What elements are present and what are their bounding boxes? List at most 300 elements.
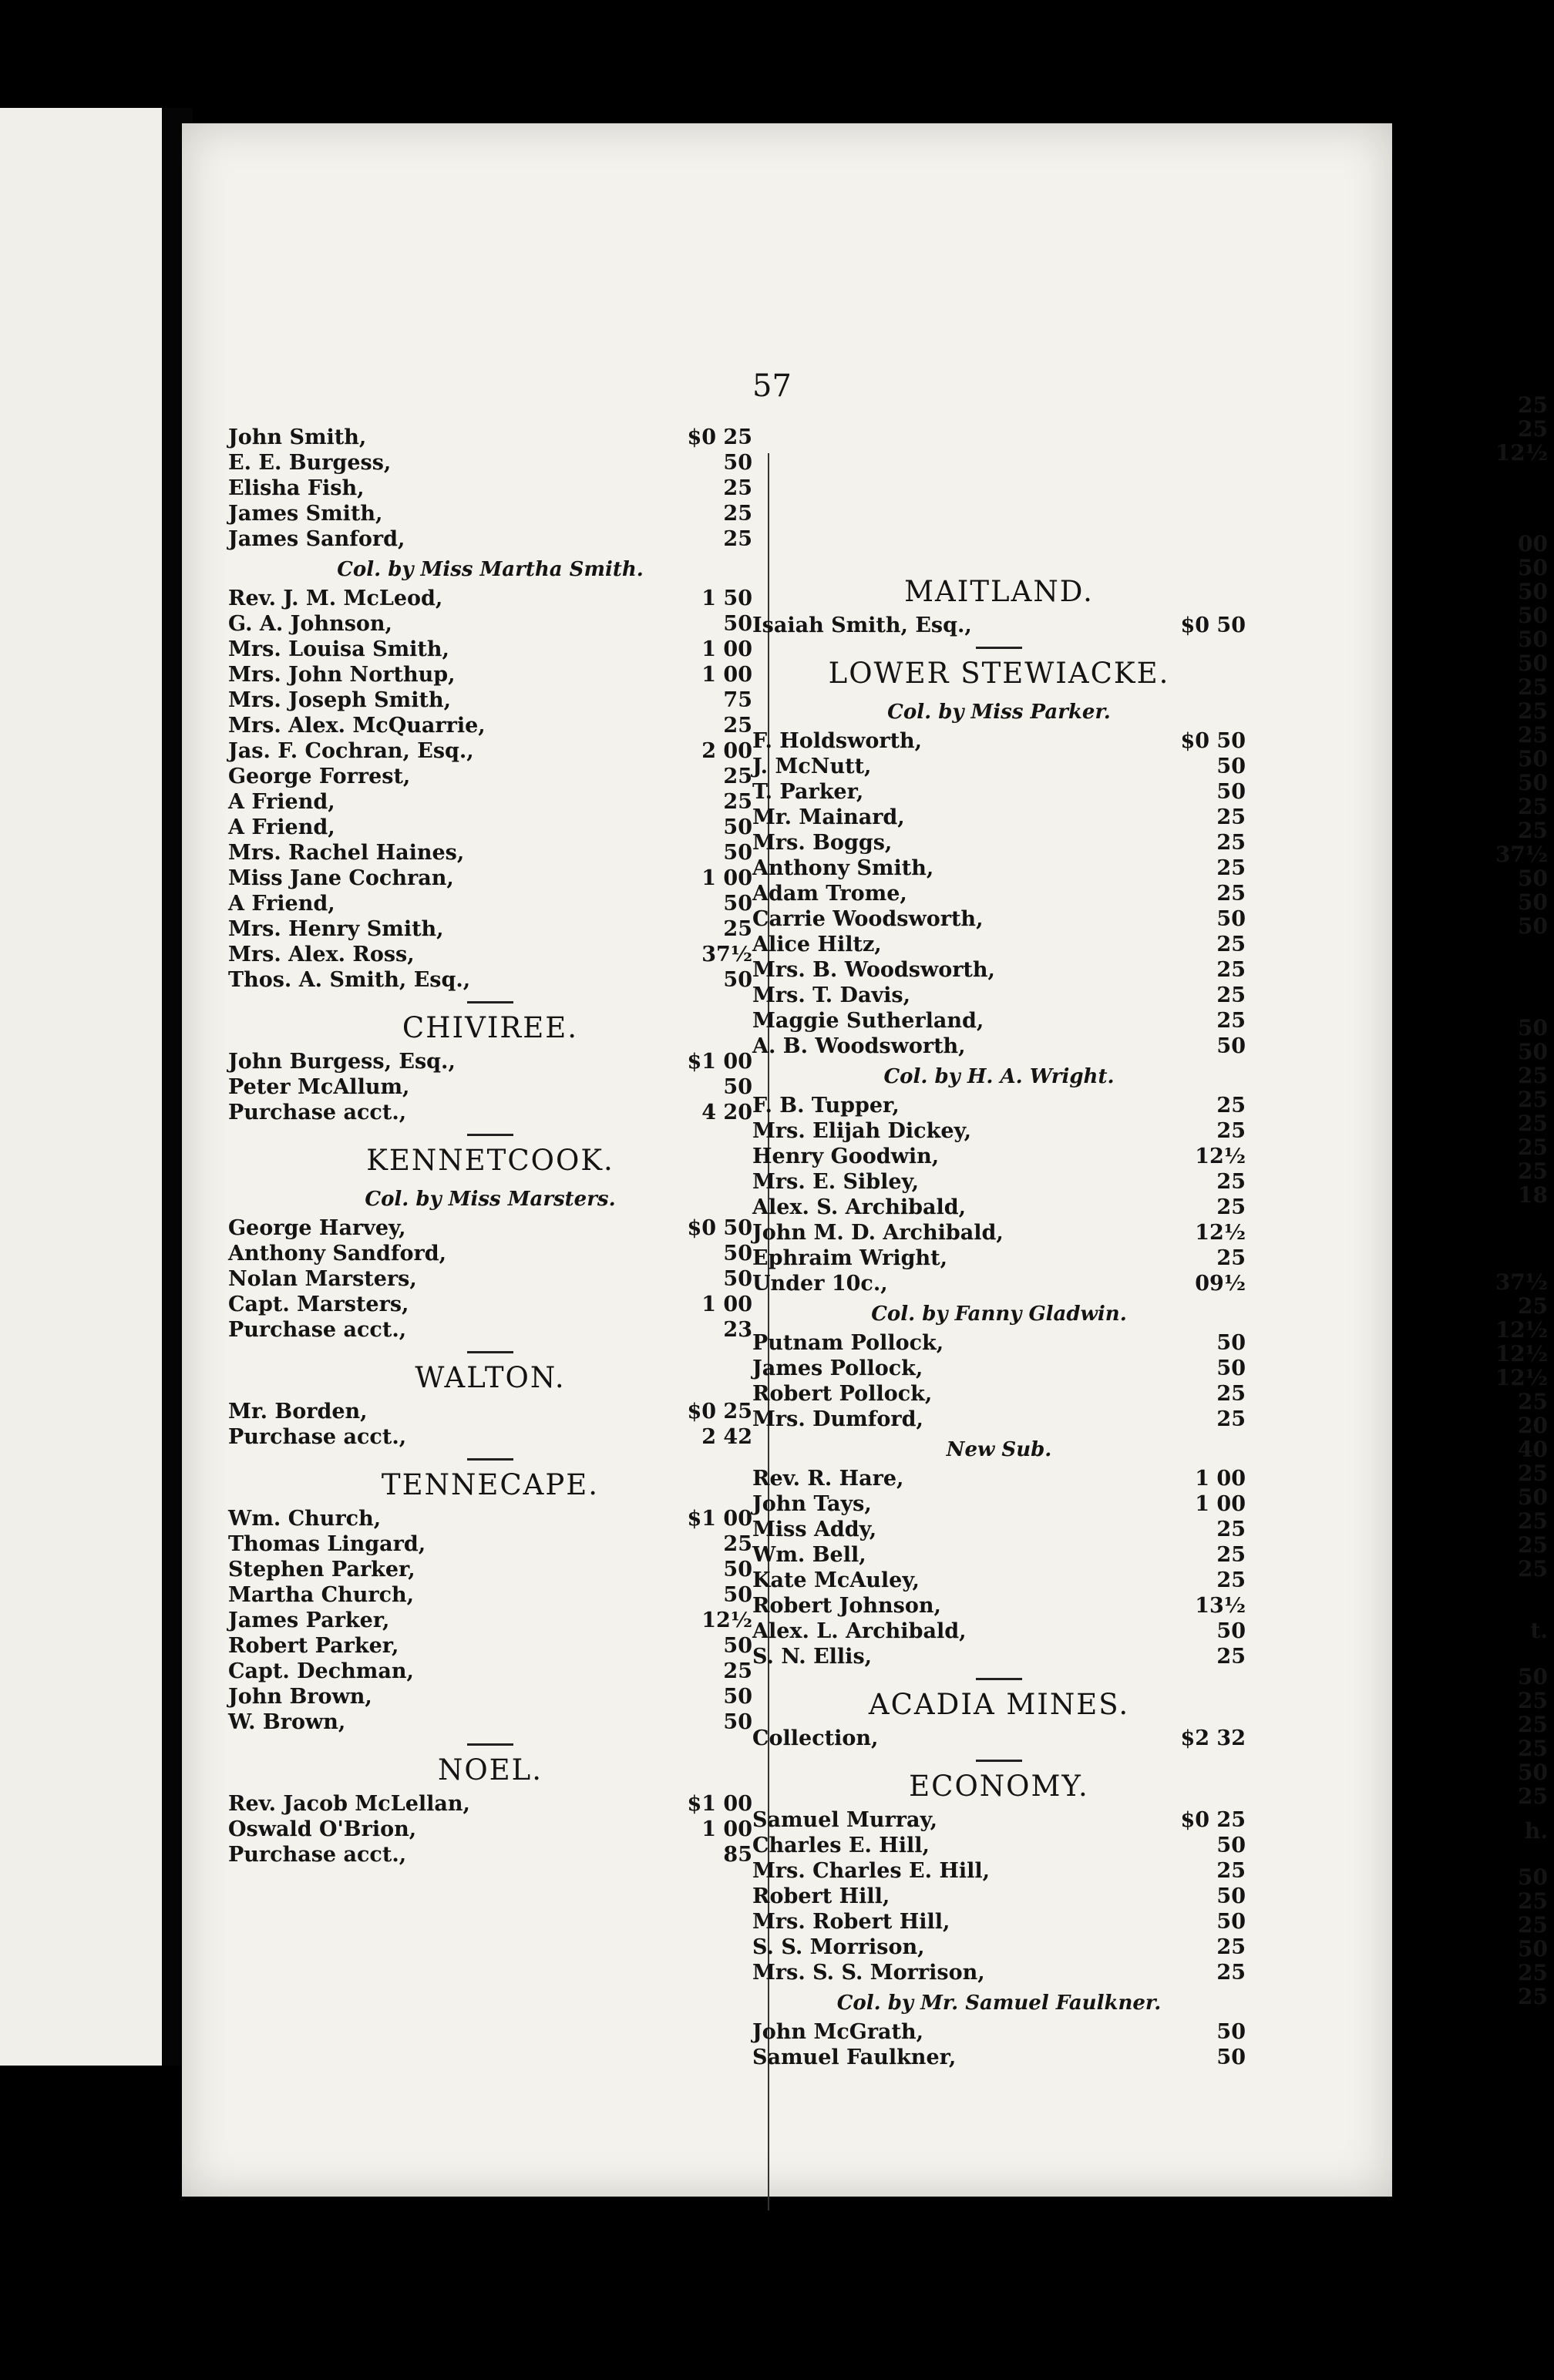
ledger-row xyxy=(228,1558,752,1583)
donor-name: Mrs. Elijah Dickey, xyxy=(752,1119,972,1143)
facing-page-amount: 50 xyxy=(1518,1039,1548,1064)
section-rule xyxy=(976,1678,1022,1680)
ledger-row xyxy=(228,714,752,739)
donor-name: Thomas Lingard, xyxy=(228,1532,426,1556)
donation-amount: $0 50 xyxy=(687,1216,752,1240)
facing-page-amount: 25 xyxy=(1518,1087,1548,1112)
ledger-row xyxy=(228,1050,752,1075)
ledger-row xyxy=(228,1817,752,1843)
donation-amount: 25 xyxy=(1216,983,1246,1007)
facing-page-amount-group xyxy=(1401,532,1548,938)
donor-name: Robert Pollock, xyxy=(752,1382,933,1406)
donation-amount: 1 00 xyxy=(701,866,752,890)
donation-amount: $0 25 xyxy=(687,425,752,449)
section-rule xyxy=(976,647,1022,649)
left-column xyxy=(228,425,752,1868)
donor-name: Carrie Woodsworth, xyxy=(752,907,984,931)
ledger-row xyxy=(752,1195,1246,1221)
ledger-row xyxy=(228,1216,752,1242)
collector-line: Col. by Miss Marsters. xyxy=(365,1188,616,1211)
donation-amount: 25 xyxy=(1216,1009,1246,1033)
book-page xyxy=(182,123,1392,2197)
ledger-row xyxy=(228,917,752,943)
section-heading: NOEL. xyxy=(437,1753,543,1787)
ledger-row xyxy=(752,1884,1246,1910)
donation-amount: $1 00 xyxy=(687,1792,752,1816)
facing-page-amount: 25 xyxy=(1518,1688,1548,1713)
donor-name: F. B. Tupper, xyxy=(752,1094,900,1118)
facing-page-amount: 50 xyxy=(1518,650,1548,676)
ledger-row xyxy=(228,841,752,866)
donor-name: John Tays, xyxy=(752,1492,872,1516)
facing-page-amount: 25 xyxy=(1518,1293,1548,1319)
donation-amount: 25 xyxy=(1216,1859,1246,1883)
donation-amount: 50 xyxy=(723,968,752,992)
section-rule xyxy=(467,1743,513,1746)
ledger-row xyxy=(228,637,752,663)
ledger-row xyxy=(228,1318,752,1343)
facing-page-amount: 20 xyxy=(1518,1413,1548,1438)
donor-name: Alex. S. Archibald, xyxy=(752,1195,967,1219)
ledger-row xyxy=(228,765,752,790)
donor-name: Robert Hill, xyxy=(752,1884,890,1908)
ledger-row xyxy=(752,1910,1246,1935)
facing-page-amount: 50 xyxy=(1518,1484,1548,1510)
donor-name: George Harvey, xyxy=(228,1216,406,1240)
donation-amount: 25 xyxy=(1216,1645,1246,1669)
ledger-row xyxy=(228,1659,752,1685)
donor-name: Kate McAuley, xyxy=(752,1568,920,1592)
collector-line: Col. by Fanny Gladwin. xyxy=(871,1303,1127,1326)
donor-name: Putnam Pollock, xyxy=(752,1331,944,1355)
donor-name: John Brown, xyxy=(228,1685,372,1709)
ledger-row xyxy=(228,425,752,451)
donation-amount: 25 xyxy=(1216,958,1246,982)
facing-page-amount: 25 xyxy=(1518,1736,1548,1761)
facing-page-amount: 25 xyxy=(1518,1158,1548,1184)
donation-amount: 2 00 xyxy=(701,739,752,763)
donor-name: Samuel Murray, xyxy=(752,1808,937,1832)
donor-name: Alice Hiltz, xyxy=(752,933,882,956)
donor-name: Stephen Parker, xyxy=(228,1558,415,1582)
donation-amount: 50 xyxy=(723,815,752,839)
facing-page-amount: 50 xyxy=(1518,1760,1548,1785)
ledger-row xyxy=(228,1267,752,1293)
donor-name: A. B. Woodsworth, xyxy=(752,1034,966,1058)
ledger-row xyxy=(228,943,752,968)
facing-page-amount-group xyxy=(1401,1016,1548,1207)
donation-amount: 50 xyxy=(1216,1619,1246,1643)
donation-amount: 50 xyxy=(1216,907,1246,931)
facing-page-amount: 25 xyxy=(1518,1135,1548,1160)
section-heading: ACADIA MINES. xyxy=(868,1688,1130,1721)
ledger-row xyxy=(752,805,1246,831)
facing-page-amount: 12½ xyxy=(1495,1341,1548,1366)
donor-name: John McGrath, xyxy=(752,2020,924,2044)
donor-name: J. McNutt, xyxy=(752,755,872,778)
ledger-row xyxy=(752,1094,1246,1119)
donation-amount: 50 xyxy=(1216,1884,1246,1908)
page-number: 57 xyxy=(752,368,792,404)
donation-amount: $1 00 xyxy=(687,1507,752,1531)
ledger-row xyxy=(228,739,752,765)
ledger-row xyxy=(752,2020,1246,2046)
collector-line: Col. by Miss Parker. xyxy=(887,701,1111,724)
donor-name: James Parker, xyxy=(228,1609,390,1632)
donor-name: Thos. A. Smith, Esq., xyxy=(228,968,471,992)
ledger-row xyxy=(752,831,1246,856)
ledger-row xyxy=(752,1619,1246,1645)
donor-name: Mrs. Alex. McQuarrie, xyxy=(228,714,486,738)
donor-name: John Smith, xyxy=(228,425,367,449)
donor-name: Robert Johnson, xyxy=(752,1594,941,1618)
donation-amount: 25 xyxy=(1216,1518,1246,1541)
ledger-row xyxy=(752,958,1246,983)
donor-name: S. N. Ellis, xyxy=(752,1645,873,1669)
facing-page-amount: h. xyxy=(1524,1818,1548,1844)
ledger-row xyxy=(228,1507,752,1532)
donation-amount: 25 xyxy=(723,476,752,500)
donation-amount: 50 xyxy=(1216,2020,1246,2044)
section-rule xyxy=(976,1760,1022,1762)
facing-page-amount: 25 xyxy=(1518,1556,1548,1582)
donor-name: Mrs. Dumford, xyxy=(752,1407,923,1431)
facing-page-amount: 25 xyxy=(1518,674,1548,700)
donor-name: James Smith, xyxy=(228,502,383,526)
donor-name: A Friend, xyxy=(228,815,335,839)
donation-amount: 1 00 xyxy=(701,1817,752,1841)
donation-amount: $1 00 xyxy=(687,1050,752,1074)
ledger-row xyxy=(752,1009,1246,1034)
facing-page-amount-group xyxy=(1401,393,1548,465)
facing-page-amount-group xyxy=(1401,1665,1548,1808)
donor-name: Rev. Jacob McLellan, xyxy=(228,1792,470,1816)
donation-amount: 50 xyxy=(1216,1834,1246,1857)
donor-name: Isaiah Smith, Esq., xyxy=(752,613,972,637)
facing-page-amount: 50 xyxy=(1518,1864,1548,1890)
donation-amount: 25 xyxy=(1216,1195,1246,1219)
facing-page-fragment xyxy=(0,108,162,2066)
facing-page-amount: 25 xyxy=(1518,1888,1548,1914)
ledger-row xyxy=(752,1467,1246,1492)
ledger-row xyxy=(752,780,1246,805)
donor-name: Robert Parker, xyxy=(228,1634,399,1658)
ledger-row xyxy=(752,1331,1246,1356)
donor-name: James Sanford, xyxy=(228,527,405,551)
section-heading: MAITLAND. xyxy=(904,575,1094,608)
donor-name: W. Brown, xyxy=(228,1710,346,1734)
ledger-row xyxy=(752,1568,1246,1594)
facing-page-amount-group xyxy=(1401,1270,1548,1581)
donor-name: Capt. Marsters, xyxy=(228,1293,409,1316)
donor-name: Oswald O'Brion, xyxy=(228,1817,417,1841)
facing-page-amount-group xyxy=(1401,1619,1548,1642)
facing-page-amount: 25 xyxy=(1518,1063,1548,1088)
donation-amount: 85 xyxy=(723,1843,752,1867)
facing-page-amount: 12½ xyxy=(1495,440,1548,466)
facing-page-amount: 50 xyxy=(1518,1015,1548,1040)
donation-amount: 13½ xyxy=(1195,1594,1246,1618)
donor-name: Purchase acct., xyxy=(228,1843,407,1867)
ledger-row xyxy=(228,1075,752,1101)
ledger-row xyxy=(228,1532,752,1558)
ledger-row xyxy=(752,882,1246,907)
donation-amount: 50 xyxy=(723,1710,752,1734)
donor-name: Mr. Mainard, xyxy=(752,805,905,829)
ledger-row xyxy=(228,968,752,993)
ledger-row xyxy=(752,1382,1246,1407)
donation-amount: 09½ xyxy=(1195,1272,1246,1296)
donation-amount: 25 xyxy=(1216,1246,1246,1270)
ledger-row xyxy=(752,856,1246,882)
donation-amount: 25 xyxy=(723,502,752,526)
ledger-row xyxy=(752,729,1246,755)
facing-page-amount: 12½ xyxy=(1495,1365,1548,1390)
donor-name: A Friend, xyxy=(228,790,335,814)
ledger-row xyxy=(752,1407,1246,1433)
ledger-row xyxy=(752,907,1246,933)
ledger-row xyxy=(752,1356,1246,1382)
donation-amount: 25 xyxy=(723,1532,752,1556)
ledger-row xyxy=(228,1293,752,1318)
facing-page-amount: 18 xyxy=(1518,1182,1548,1208)
donation-amount: 25 xyxy=(723,765,752,788)
donation-amount: 50 xyxy=(723,892,752,916)
donor-name: Purchase acct., xyxy=(228,1425,407,1449)
donor-name: Adam Trome, xyxy=(752,882,907,906)
donation-amount: 37½ xyxy=(701,943,752,966)
donation-amount: 50 xyxy=(1216,1331,1246,1355)
donation-amount: 25 xyxy=(723,1659,752,1683)
donor-name: Rev. R. Hare, xyxy=(752,1467,904,1491)
ledger-row xyxy=(228,1634,752,1659)
ledger-row xyxy=(228,866,752,892)
facing-page-amount: 25 xyxy=(1518,1508,1548,1534)
donation-amount: 50 xyxy=(723,1685,752,1709)
section-heading: TENNECAPE. xyxy=(381,1468,600,1501)
donation-amount: 25 xyxy=(1216,856,1246,880)
facing-page-amount: 25 xyxy=(1518,1111,1548,1136)
ledger-row xyxy=(228,1792,752,1817)
ledger-row xyxy=(228,663,752,688)
ledger-row xyxy=(228,612,752,637)
section-heading: WALTON. xyxy=(415,1361,566,1394)
ledger-row xyxy=(752,1808,1246,1834)
facing-page-amount: 50 xyxy=(1518,603,1548,628)
facing-page-amount: 25 xyxy=(1518,1984,1548,2009)
donation-amount: $0 25 xyxy=(687,1400,752,1424)
ledger-row xyxy=(228,1242,752,1267)
donor-name: Mrs. Charles E. Hill, xyxy=(752,1859,991,1883)
donor-name: Rev. J. M. McLeod, xyxy=(228,587,443,610)
donation-amount: 50 xyxy=(723,1267,752,1291)
collector-line: Col. by Mr. Samuel Faulkner. xyxy=(836,1992,1162,2015)
facing-page-amount: 50 xyxy=(1518,555,1548,580)
donor-name: T. Parker, xyxy=(752,780,864,804)
ledger-row xyxy=(228,502,752,527)
donation-amount: $0 50 xyxy=(1180,729,1246,753)
facing-page-amount: 25 xyxy=(1518,698,1548,724)
donation-amount: 50 xyxy=(723,841,752,865)
facing-page-amount: 50 xyxy=(1518,746,1548,771)
donor-name: Mrs. Robert Hill, xyxy=(752,1910,950,1934)
donation-amount: 50 xyxy=(1216,755,1246,778)
donor-name: Capt. Dechman, xyxy=(228,1659,414,1683)
donor-name: Mrs. Alex. Ross, xyxy=(228,943,415,966)
donor-name: Maggie Sutherland, xyxy=(752,1009,984,1033)
donor-name: Jas. F. Cochran, Esq., xyxy=(228,739,474,763)
donation-amount: 25 xyxy=(1216,1094,1246,1118)
donation-amount: 23 xyxy=(723,1318,752,1342)
ledger-row xyxy=(228,815,752,841)
section-rule xyxy=(467,1134,513,1136)
donation-amount: 25 xyxy=(723,714,752,738)
collector-line: New Sub. xyxy=(946,1438,1052,1461)
donation-amount: 25 xyxy=(1216,1935,1246,1959)
ledger-row xyxy=(752,1859,1246,1884)
facing-page-amount: 25 xyxy=(1518,1783,1548,1809)
donation-amount: 50 xyxy=(723,1075,752,1099)
donation-amount: 1 00 xyxy=(701,637,752,661)
ledger-row xyxy=(752,1645,1246,1670)
donation-amount: 50 xyxy=(1216,1910,1246,1934)
donor-name: Mrs. John Northup, xyxy=(228,663,456,687)
ledger-row xyxy=(228,1400,752,1425)
facing-page-amount: 25 xyxy=(1518,794,1548,819)
donor-name: Anthony Sandford, xyxy=(228,1242,447,1266)
donation-amount: 1 00 xyxy=(701,1293,752,1316)
donor-name: Mrs. Joseph Smith, xyxy=(228,688,452,712)
donor-name: S. S. Morrison, xyxy=(752,1935,925,1959)
ledger-row xyxy=(752,1518,1246,1543)
ledger-row xyxy=(228,1685,752,1710)
donation-amount: 50 xyxy=(1216,2046,1246,2069)
ledger-row xyxy=(752,1492,1246,1518)
donor-name: Mrs. Rachel Haines, xyxy=(228,841,465,865)
donation-amount: 50 xyxy=(1216,1356,1246,1380)
ledger-row xyxy=(752,1935,1246,1961)
ledger-row xyxy=(228,527,752,553)
donation-amount: 1 00 xyxy=(1195,1492,1246,1516)
donation-amount: 50 xyxy=(723,1583,752,1607)
donor-name: Ephraim Wright, xyxy=(752,1246,948,1270)
donation-amount: 25 xyxy=(1216,1119,1246,1143)
donation-amount: 25 xyxy=(1216,1170,1246,1194)
facing-page-amount: 25 xyxy=(1518,722,1548,748)
section-heading: KENNETCOOK. xyxy=(366,1144,614,1177)
ledger-row xyxy=(228,1425,752,1451)
donor-name: Wm. Bell, xyxy=(752,1543,866,1567)
facing-page-amount-group xyxy=(1401,1865,1548,2009)
facing-page-amount: 00 xyxy=(1518,531,1548,556)
right-column xyxy=(752,570,1246,2071)
donor-name: Mrs. S. S. Morrison, xyxy=(752,1961,985,1985)
donor-name: Mr. Borden, xyxy=(228,1400,368,1424)
ledger-row xyxy=(228,1710,752,1736)
ledger-row xyxy=(752,1726,1246,1752)
ledger-row xyxy=(752,1034,1246,1060)
facing-page-amount: 50 xyxy=(1518,913,1548,939)
donor-name: Elisha Fish, xyxy=(228,476,365,500)
ledger-row xyxy=(752,1272,1246,1297)
facing-page-amount: 25 xyxy=(1518,1389,1548,1414)
collector-line: Col. by H. A. Wright. xyxy=(883,1065,1115,1088)
donation-amount: $0 25 xyxy=(1180,1808,1246,1832)
donor-name: John M. D. Archibald, xyxy=(752,1221,1004,1245)
donation-amount: 1 00 xyxy=(1195,1467,1246,1491)
donation-amount: 25 xyxy=(1216,831,1246,855)
facing-page-amount: 25 xyxy=(1518,1712,1548,1737)
donor-name: Charles E. Hill, xyxy=(752,1834,930,1857)
donation-amount: 1 00 xyxy=(701,663,752,687)
ledger-row xyxy=(752,933,1246,958)
ledger-row xyxy=(228,451,752,476)
facing-page-amount: 25 xyxy=(1518,392,1548,418)
ledger-row xyxy=(752,1119,1246,1145)
facing-page-amount: 50 xyxy=(1518,627,1548,652)
donor-name: Miss Jane Cochran, xyxy=(228,866,454,890)
ledger-row xyxy=(752,1246,1246,1272)
donor-name: Under 10c., xyxy=(752,1272,888,1296)
ledger-row xyxy=(752,1170,1246,1195)
facing-page-amount: 50 xyxy=(1518,889,1548,915)
ledger-row xyxy=(228,1843,752,1868)
ledger-row xyxy=(752,2046,1246,2071)
donation-amount: 25 xyxy=(723,790,752,814)
donor-name: Martha Church, xyxy=(228,1583,415,1607)
donor-name: Peter McAllum, xyxy=(228,1075,410,1099)
donation-amount: 25 xyxy=(1216,805,1246,829)
facing-page-amount: 25 xyxy=(1518,1912,1548,1938)
donation-amount: 12½ xyxy=(701,1609,752,1632)
donor-name: F. Holdsworth, xyxy=(752,729,923,753)
donation-amount: 25 xyxy=(1216,1961,1246,1985)
ledger-row xyxy=(228,790,752,815)
ledger-row xyxy=(228,1609,752,1634)
ledger-row xyxy=(752,1961,1246,1986)
facing-page-amount: 25 xyxy=(1518,1532,1548,1558)
donor-name: Mrs. Boggs, xyxy=(752,831,893,855)
donor-name: Mrs. Henry Smith, xyxy=(228,917,444,941)
donation-amount: 2 42 xyxy=(701,1425,752,1449)
ledger-row xyxy=(752,1834,1246,1859)
donor-name: G. A. Johnson, xyxy=(228,612,392,636)
donor-name: Collection, xyxy=(752,1726,879,1750)
facing-page-amount: 40 xyxy=(1518,1437,1548,1462)
donor-name: E. E. Burgess, xyxy=(228,451,392,475)
donation-amount: 50 xyxy=(723,1634,752,1658)
facing-page-amount: 50 xyxy=(1518,579,1548,604)
ledger-row xyxy=(228,892,752,917)
donation-amount: 50 xyxy=(723,612,752,636)
donor-name: Wm. Church, xyxy=(228,1507,382,1531)
facing-page-amount: 25 xyxy=(1518,1461,1548,1486)
donor-name: Henry Goodwin, xyxy=(752,1145,940,1168)
donor-name: Mrs. T. Davis, xyxy=(752,983,910,1007)
donation-amount: $0 50 xyxy=(1180,613,1246,637)
facing-page-amount: 50 xyxy=(1518,866,1548,891)
collector-line: Col. by Miss Martha Smith. xyxy=(337,558,644,581)
ledger-row xyxy=(752,983,1246,1009)
facing-page-amount-group xyxy=(1401,1819,1548,1843)
donation-amount: 25 xyxy=(1216,933,1246,956)
donor-name: Mrs. Louisa Smith, xyxy=(228,637,449,661)
donor-name: George Forrest, xyxy=(228,765,411,788)
donation-amount: 12½ xyxy=(1195,1221,1246,1245)
donation-amount: $2 32 xyxy=(1180,1726,1246,1750)
section-heading: CHIVIREE. xyxy=(402,1011,579,1044)
facing-page-amount: 50 xyxy=(1518,1664,1548,1689)
